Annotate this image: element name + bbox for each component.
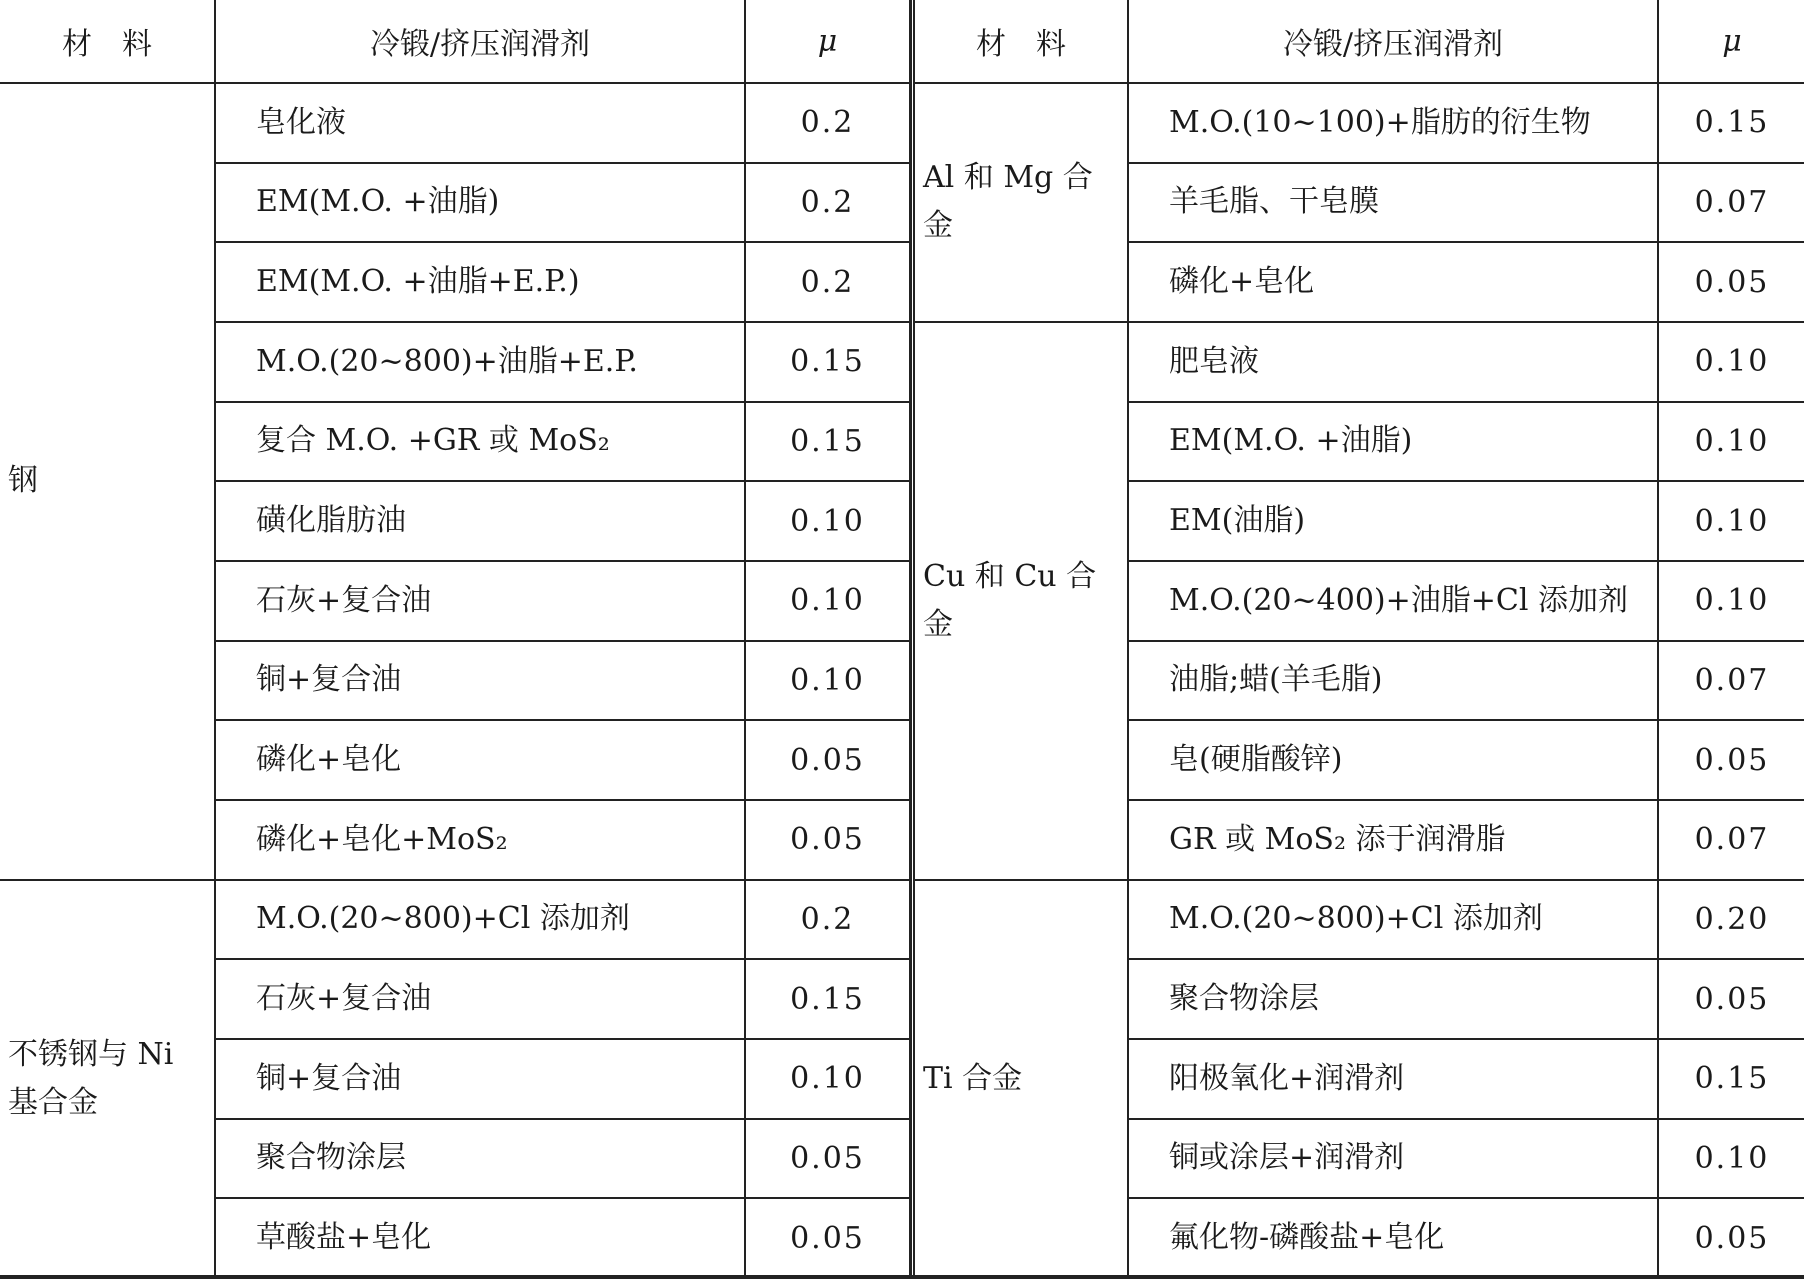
mu-cell: 0.10 (1658, 481, 1804, 561)
mu-cell: 0.10 (745, 561, 910, 641)
lubricant-cell: 油脂;蜡(羊毛脂) (1128, 641, 1658, 721)
mu-cell: 0.10 (1658, 1119, 1804, 1199)
table-bottom-rule (0, 1275, 1804, 1279)
lubricant-cell: 铜或涂层+润滑剂 (1128, 1119, 1658, 1199)
lubricant-cell: 石灰+复合油 (215, 959, 745, 1039)
friction-table-right (913, 0, 1804, 1279)
lubricant-cell: 肥皂液 (1128, 322, 1658, 402)
mu-header: μ (1658, 0, 1804, 83)
mu-cell: 0.10 (745, 481, 910, 561)
mu-cell: 0.2 (745, 880, 910, 960)
mu-cell: 0.20 (1658, 880, 1804, 960)
lubricant-cell: 铜+复合油 (215, 1039, 745, 1119)
lubricant-cell: 阳极氧化+润滑剂 (1128, 1039, 1658, 1119)
mu-cell: 0.07 (1658, 800, 1804, 880)
header-row (0, 0, 910, 83)
mu-cell: 0.2 (745, 242, 910, 322)
lubricant-cell: 氟化物-磷酸盐+皂化 (1128, 1198, 1658, 1278)
mu-cell: 0.10 (1658, 402, 1804, 482)
mu-cell: 0.10 (1658, 561, 1804, 641)
material-cell: Cu 和 Cu 合金 (914, 322, 1128, 880)
lubricant-cell: 磷化+皂化 (1128, 242, 1658, 322)
lubricant-cell: 皂(硬脂酸锌) (1128, 720, 1658, 800)
mu-cell: 0.10 (745, 641, 910, 721)
lubricant-cell: 草酸盐+皂化 (215, 1198, 745, 1278)
lubricant-cell: 羊毛脂、干皂膜 (1128, 163, 1658, 243)
mu-header: μ (745, 0, 910, 83)
lubricant-cell: 磷化+皂化 (215, 720, 745, 800)
lubricant-cell: EM(M.O. +油脂+E.P.) (215, 242, 745, 322)
mu-cell: 0.05 (745, 1119, 910, 1199)
right-table-panel (913, 0, 1804, 1279)
lubricant-cell: EM(油脂) (1128, 481, 1658, 561)
lubricant-cell: M.O.(20~800)+Cl 添加剂 (1128, 880, 1658, 960)
lubricant-header: 冷锻/挤压润滑剂 (1128, 0, 1658, 83)
material-cell: Al 和 Mg 合金 (914, 83, 1128, 322)
table-divider (910, 0, 912, 1279)
lubricant-cell: EM(M.O. +油脂) (215, 163, 745, 243)
table-row (914, 322, 1804, 402)
mu-cell: 0.10 (1658, 322, 1804, 402)
mu-cell: 0.05 (1658, 1198, 1804, 1278)
header-row (914, 0, 1804, 83)
lubricant-cell: 复合 M.O. +GR 或 MoS₂ (215, 402, 745, 482)
mu-cell: 0.15 (745, 959, 910, 1039)
material-header: 材 料 (914, 0, 1128, 83)
lubricant-cell: GR 或 MoS₂ 添于润滑脂 (1128, 800, 1658, 880)
table-row (914, 83, 1804, 163)
mu-cell: 0.05 (745, 1198, 910, 1278)
lubricant-cell: 铜+复合油 (215, 641, 745, 721)
lubricant-cell: 磺化脂肪油 (215, 481, 745, 561)
lubricant-cell: 皂化液 (215, 83, 745, 163)
lubricant-cell: EM(M.O. +油脂) (1128, 402, 1658, 482)
lubricant-cell: 聚合物涂层 (1128, 959, 1658, 1039)
mu-cell: 0.07 (1658, 163, 1804, 243)
lubricant-cell: M.O.(20~800)+油脂+E.P. (215, 322, 745, 402)
lubricant-cell: M.O.(20~800)+Cl 添加剂 (215, 880, 745, 960)
lubricant-cell: M.O.(20~400)+油脂+Cl 添加剂 (1128, 561, 1658, 641)
mu-cell: 0.05 (745, 720, 910, 800)
table-row (0, 880, 910, 960)
mu-cell: 0.2 (745, 83, 910, 163)
mu-cell: 0.10 (745, 1039, 910, 1119)
mu-cell: 0.05 (1658, 720, 1804, 800)
mu-cell: 0.07 (1658, 641, 1804, 721)
mu-cell: 0.2 (745, 163, 910, 243)
material-cell: Ti 合金 (914, 880, 1128, 1278)
table-row (0, 83, 910, 163)
material-cell: 钢 (0, 83, 215, 880)
mu-cell: 0.15 (745, 322, 910, 402)
material-header: 材 料 (0, 0, 215, 83)
mu-cell: 0.15 (1658, 1039, 1804, 1119)
mu-cell: 0.15 (745, 402, 910, 482)
material-cell: 不锈钢与 Ni 基合金 (0, 880, 215, 1278)
mu-cell: 0.05 (1658, 959, 1804, 1039)
lubricant-cell: 磷化+皂化+MoS₂ (215, 800, 745, 880)
lubricant-cell: 聚合物涂层 (215, 1119, 745, 1199)
lubricant-cell: M.O.(10~100)+脂肪的衍生物 (1128, 83, 1658, 163)
table-row (914, 880, 1804, 960)
lubricant-header: 冷锻/挤压润滑剂 (215, 0, 745, 83)
mu-cell: 0.05 (745, 800, 910, 880)
mu-cell: 0.15 (1658, 83, 1804, 163)
mu-cell: 0.05 (1658, 242, 1804, 322)
lubricant-cell: 石灰+复合油 (215, 561, 745, 641)
